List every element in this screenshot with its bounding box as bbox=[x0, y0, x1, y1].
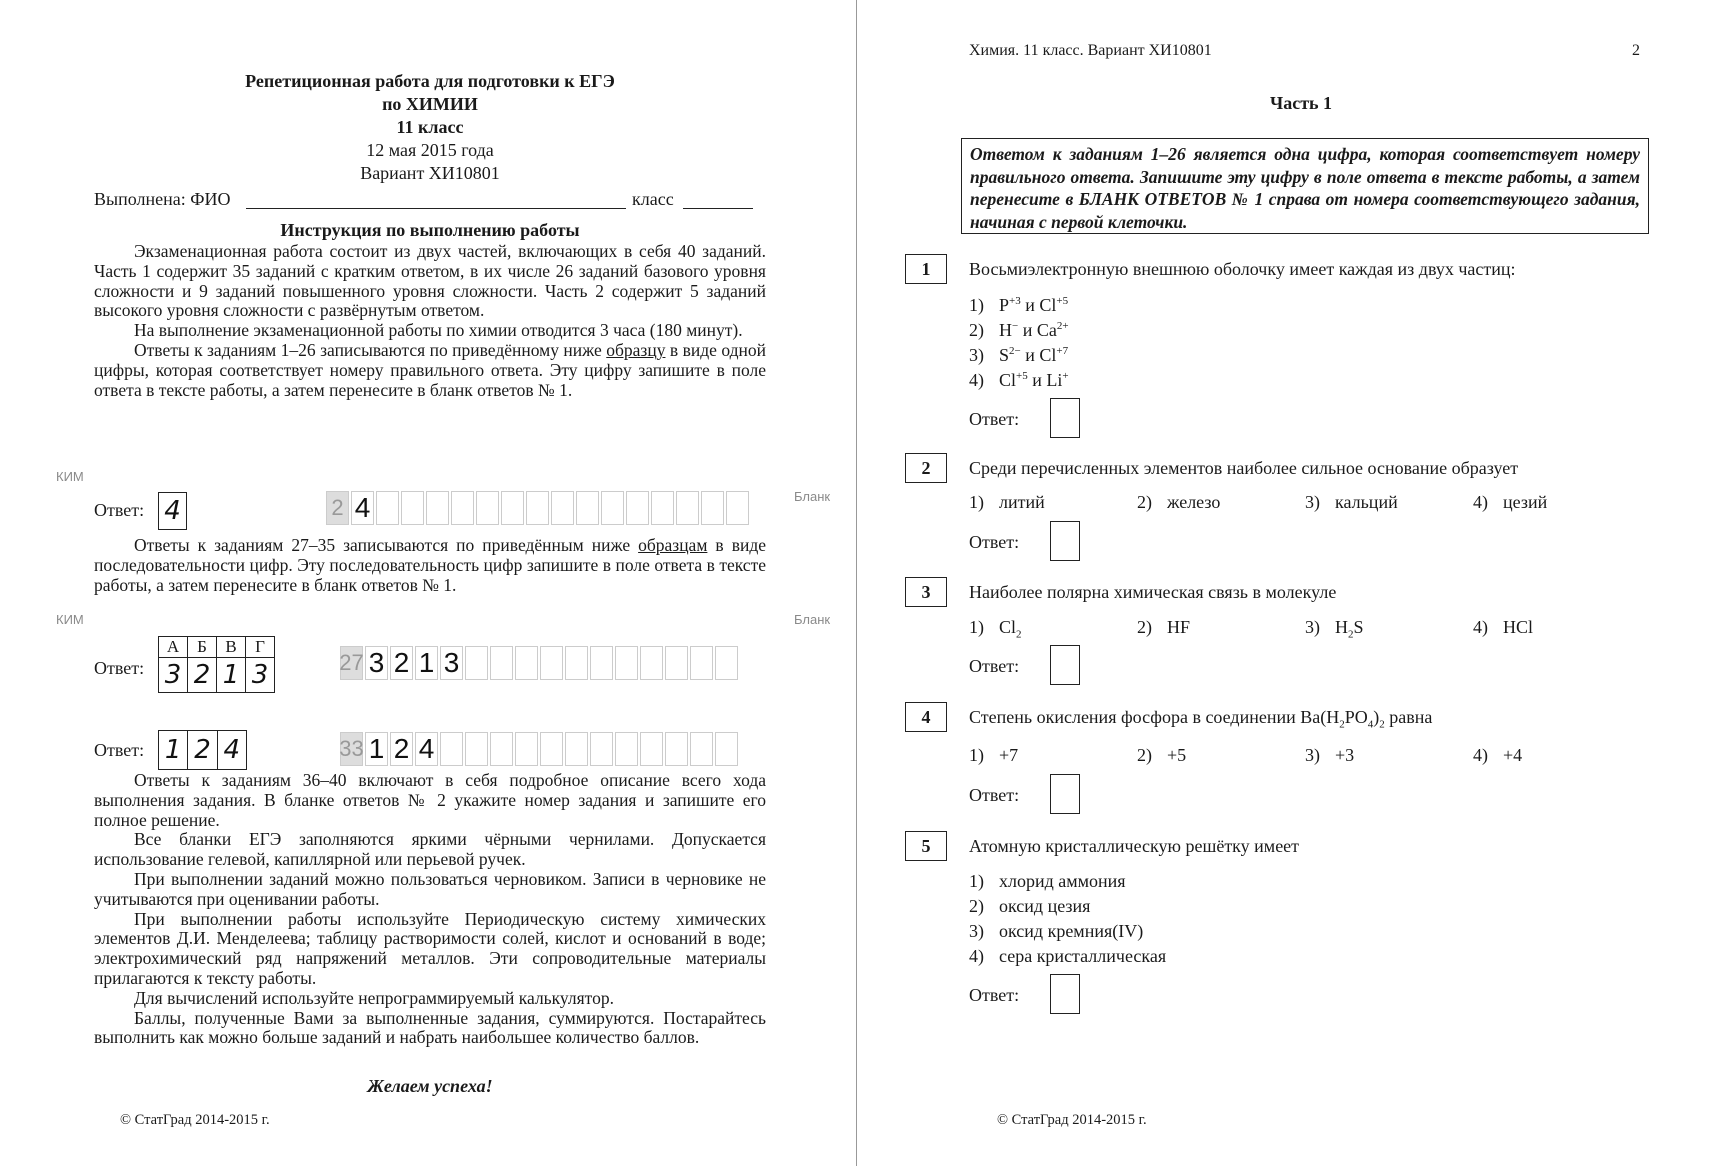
question-3-answer-box[interactable] bbox=[1050, 645, 1080, 685]
question-5-option-1[interactable]: 1) хлорид аммония bbox=[969, 871, 1126, 891]
performed-by-label: Выполнена: ФИО bbox=[94, 189, 231, 209]
question-1-text: Восьмиэлектронную внешнюю оболочку имеет каждая из двух частиц: bbox=[969, 259, 1516, 279]
question-5-option-4[interactable]: 4) сера кристаллическая bbox=[969, 946, 1167, 966]
example2-answer-label: Ответ: bbox=[94, 658, 145, 678]
question-2-option-3[interactable]: 3) кальций bbox=[1305, 492, 1398, 512]
question-5-option-3[interactable]: 3) оксид кремния(IV) bbox=[969, 921, 1144, 941]
question-5-text: Атомную кристаллическую решётку имеет bbox=[969, 836, 1300, 856]
example1-answer-box: 4 bbox=[158, 492, 187, 530]
question-3-option-3[interactable]: 3) $H_2S$ bbox=[1305, 617, 1364, 641]
page-number: 2 bbox=[1632, 42, 1640, 59]
question-2-option-4[interactable]: 4) цезий bbox=[1473, 492, 1548, 512]
question-1-option-4[interactable]: 4) $Cl^{+5}$ и Li+ bbox=[969, 370, 1069, 390]
blank-label-2: Бланк bbox=[794, 612, 831, 627]
doc-subject: по ХИМИИ bbox=[382, 94, 478, 114]
class-label: класс bbox=[632, 189, 674, 209]
instructions-paragraph-1: Экзаменационная работа состоит из двух частей, включающих в себя 40 заданий. Часть 1 содержит 35 заданий с кратким ответом, в их числе 26 заданий базового уровня сложности и 9 заданий повышенного уровня сложности. Часть 2 содержит 5 заданий высокого уровня сложности с развёрнутым ответом. На выполнение экзаменационной работы по химии отводится 3 часа (180 минут). Ответы к заданиям 1–26 записываются по приведённому ниже образцу в виде одной цифры, которая соответствует номеру правильного ответа. Эту цифру запишите в поле ответа в тексте работы, а затем перенесите в бланк ответов № 1. bbox=[94, 241, 766, 400]
kim-label: КИМ bbox=[56, 469, 84, 484]
part-title: Часть 1 bbox=[1270, 93, 1333, 113]
question-3-option-1[interactable]: 1) $Cl_2$ bbox=[969, 617, 1022, 641]
question-4-option-3[interactable]: 3) +3 bbox=[1305, 745, 1355, 765]
question-4-text: Степень окисления фосфора в соединении $Ba(H_2PO_4)_2$ равна bbox=[969, 707, 1433, 731]
question-2-option-2[interactable]: 2) железо bbox=[1137, 492, 1221, 512]
class-field[interactable] bbox=[683, 208, 753, 209]
doc-variant: Вариант ХИ10801 bbox=[360, 163, 500, 183]
example1-answer-strip: 2 4 bbox=[326, 491, 751, 525]
doc-grade: 11 класс bbox=[396, 117, 464, 137]
question-4-option-1[interactable]: 1) +7 bbox=[969, 745, 1019, 765]
question-2-text: Среди перечисленных элементов наиболее сильное основание образует bbox=[969, 458, 1519, 478]
question-4-answer-label: Ответ: bbox=[969, 785, 1020, 805]
question-2-option-1[interactable]: 1) литий bbox=[969, 492, 1045, 512]
question-3-answer-label: Ответ: bbox=[969, 656, 1020, 676]
question-4-answer-box[interactable] bbox=[1050, 774, 1080, 814]
example3-answer-label: Ответ: bbox=[94, 740, 145, 760]
question-2-answer-label: Ответ: bbox=[969, 532, 1020, 552]
blank-label: Бланк bbox=[794, 489, 831, 504]
kim-label-2: КИМ bbox=[56, 612, 84, 627]
question-5-answer-label: Ответ: bbox=[969, 985, 1020, 1005]
example2-answer-strip: 27 3 2 1 3 bbox=[340, 646, 740, 680]
question-2-answer-box[interactable] bbox=[1050, 521, 1080, 561]
example2-answer-table: А Б В Г 3 2 1 3 bbox=[158, 636, 275, 693]
question-1-option-2[interactable]: 2) H− и $Ca^{2+}$ bbox=[969, 320, 1069, 340]
question-4-number: 4 bbox=[905, 702, 947, 732]
question-2-number: 2 bbox=[905, 453, 947, 483]
question-3-option-4[interactable]: 4) HCl bbox=[1473, 617, 1534, 637]
name-field[interactable] bbox=[246, 208, 626, 209]
question-1-option-3[interactable]: 3) $S^{2-}$ и $Cl^{+7}$ bbox=[969, 345, 1069, 365]
question-5-number: 5 bbox=[905, 831, 947, 861]
question-3-number: 3 bbox=[905, 577, 947, 607]
instructions-title: Инструкция по выполнению работы bbox=[280, 220, 580, 240]
question-4-option-2[interactable]: 2) +5 bbox=[1137, 745, 1187, 765]
right-footer: © СтатГрад 2014-2015 г. bbox=[997, 1112, 1147, 1128]
part1-instruction-box: Ответом к заданиям 1–26 является одна цифра, которая соответствует номеру правильного ответа. Запишите эту цифру в поле ответа в тексте работы, а затем перенесите в БЛАНК ОТВЕТОВ № 1 справа от номера соответствующего задания, начиная с первой клеточки. bbox=[961, 138, 1649, 234]
question-5-option-2[interactable]: 2) оксид цезия bbox=[969, 896, 1091, 916]
example1-answer-label: Ответ: bbox=[94, 500, 145, 520]
page-divider bbox=[856, 0, 857, 1166]
instructions-paragraph-2: Ответы к заданиям 27–35 записываются по приведённым ниже образцам в виде последовательности цифр. Эту последовательность цифр запишите в поле ответа в тексте работы, а затем перенесите в бланк ответов № 1. bbox=[94, 535, 766, 595]
question-5-answer-box[interactable] bbox=[1050, 974, 1080, 1014]
doc-title: Репетиционная работа для подготовки к ЕГЭ bbox=[245, 71, 615, 91]
wish-text: Желаем успеха! bbox=[367, 1076, 493, 1096]
question-4-option-4[interactable]: 4) +4 bbox=[1473, 745, 1523, 765]
question-1-option-1[interactable]: 1) $P^{+3}$ и $Cl^{+5}$ bbox=[969, 295, 1069, 315]
question-1-answer-box[interactable] bbox=[1050, 398, 1080, 438]
question-1-answer-label: Ответ: bbox=[969, 409, 1020, 429]
doc-date: 12 мая 2015 года bbox=[366, 140, 494, 160]
running-header: Химия. 11 класс. Вариант ХИ10801 bbox=[969, 42, 1212, 59]
question-1-number: 1 bbox=[905, 254, 947, 284]
question-3-option-2[interactable]: 2) HF bbox=[1137, 617, 1191, 637]
example3-answer-strip: 33 1 2 4 bbox=[340, 732, 740, 766]
question-3-text: Наиболее полярна химическая связь в молекуле bbox=[969, 582, 1337, 602]
instructions-paragraph-3: Ответы к заданиям 36–40 включают в себя подробное описание всего хода выполнения задания. В бланке ответов № 2 укажите номер задания и запишите его полное решение. Все бланки ЕГЭ заполняются яркими чёрными чернилами. Допускается использование гелевой, капиллярной или перьевой ручек. При выполнении заданий можно пользоваться черновиком. Записи в черновике не учитываются при оценивании работы. При выполнении работы используйте Периодическую систему химических элементов Д.И. Менделеева; таблицу растворимости солей, кислот и оснований в воде; электрохимический ряд напряжений металлов. Эти сопроводительные материалы прилагаются к тексту работы. Для вычислений используйте непрограммируемый калькулятор. Баллы, полученные Вами за выполненные задания, суммируются. Постарайтесь выполнить как можно больше заданий и набрать наибольшее количество баллов. bbox=[94, 770, 766, 1048]
left-footer: © СтатГрад 2014-2015 г. bbox=[120, 1112, 270, 1128]
example3-answer-box: 1 2 4 bbox=[158, 730, 247, 770]
